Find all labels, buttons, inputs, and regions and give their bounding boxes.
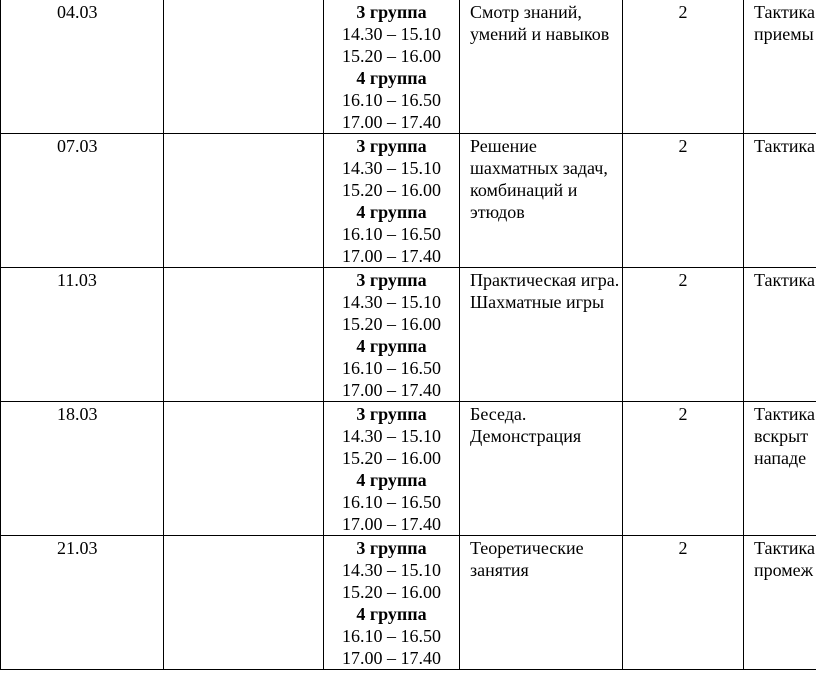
- topic-cell: [460, 134, 623, 268]
- group-label: 4 группа: [356, 604, 427, 624]
- hours-cell: 2: [623, 134, 744, 268]
- hours-cell: 2: [623, 402, 744, 536]
- group-label: 4 группа: [356, 68, 427, 88]
- topic-cell: [460, 402, 623, 536]
- empty-cell: [164, 0, 324, 134]
- empty-cell: [164, 402, 324, 536]
- table-row: [1, 402, 816, 536]
- time-slot: 15.20 – 16.00: [342, 46, 441, 66]
- time-cell: [324, 536, 460, 670]
- time-slot: 15.20 – 16.00: [342, 582, 441, 602]
- topic-line: комбинаций и: [470, 180, 578, 200]
- group-label: 3 группа: [356, 404, 427, 424]
- topic-line: шахматных задач,: [470, 158, 608, 178]
- empty-cell: [164, 536, 324, 670]
- time-slot: 16.10 – 16.50: [342, 492, 441, 512]
- theme-line: Тактика: [754, 136, 816, 156]
- time-cell: [324, 0, 460, 134]
- hours-cell: 2: [623, 268, 744, 402]
- theme-line: Тактика: [754, 538, 816, 558]
- table-row: [1, 268, 816, 402]
- time-slot: 16.10 – 16.50: [342, 90, 441, 110]
- theme-line: нападе: [754, 448, 807, 468]
- theme-line: Тактика: [754, 2, 816, 22]
- time-cell: [324, 402, 460, 536]
- empty-cell: [164, 268, 324, 402]
- time-slot: 14.30 – 15.10: [342, 24, 441, 44]
- theme-cell: [744, 402, 816, 536]
- theme-line: Тактика: [754, 270, 816, 290]
- topic-line: Шахматные игры: [470, 292, 605, 312]
- date-cell: 18.03: [1, 402, 164, 536]
- time-slot: 16.10 – 16.50: [342, 626, 441, 646]
- group-label: 3 группа: [356, 2, 427, 22]
- topic-line: Смотр знаний,: [470, 2, 582, 22]
- topic-line: этюдов: [470, 202, 525, 222]
- group-label: 4 группа: [356, 336, 427, 356]
- topic-line: занятия: [470, 560, 529, 580]
- topic-cell: [460, 536, 623, 670]
- topic-line: Беседа.: [470, 404, 527, 424]
- time-cell: [324, 268, 460, 402]
- hours-cell: 2: [623, 536, 744, 670]
- theme-cell: [744, 134, 816, 268]
- date-cell: 04.03: [1, 0, 164, 134]
- time-slot: 17.00 – 17.40: [342, 514, 441, 534]
- topic-line: Демонстрация: [470, 426, 582, 446]
- time-slot: 15.20 – 16.00: [342, 448, 441, 468]
- time-slot: 14.30 – 15.10: [342, 292, 441, 312]
- time-slot: 17.00 – 17.40: [342, 648, 441, 668]
- group-label: 3 группа: [356, 270, 427, 290]
- schedule-body: [1, 0, 816, 670]
- time-slot: 17.00 – 17.40: [342, 112, 441, 132]
- date-cell: 11.03: [1, 268, 164, 402]
- group-label: 3 группа: [356, 538, 427, 558]
- group-label: 4 группа: [356, 470, 427, 490]
- topic-line: Практическая игра.: [470, 270, 620, 290]
- theme-line: Тактика: [754, 404, 816, 424]
- theme-cell: [744, 0, 816, 134]
- time-slot: 17.00 – 17.40: [342, 380, 441, 400]
- group-label: 4 группа: [356, 202, 427, 222]
- theme-line: приемы: [754, 24, 814, 44]
- theme-cell: [744, 268, 816, 402]
- time-slot: 17.00 – 17.40: [342, 246, 441, 266]
- group-label: 3 группа: [356, 136, 427, 156]
- time-slot: 15.20 – 16.00: [342, 180, 441, 200]
- theme-line: вскрыт: [754, 426, 809, 446]
- time-slot: 15.20 – 16.00: [342, 314, 441, 334]
- time-slot: 14.30 – 15.10: [342, 426, 441, 446]
- time-slot: 16.10 – 16.50: [342, 224, 441, 244]
- topic-line: умений и навыков: [470, 24, 610, 44]
- time-slot: 14.30 – 15.10: [342, 560, 441, 580]
- table-row: [1, 0, 816, 134]
- time-slot: 14.30 – 15.10: [342, 158, 441, 178]
- hours-cell: 2: [623, 0, 744, 134]
- topic-line: Теоретические: [470, 538, 584, 558]
- time-slot: 16.10 – 16.50: [342, 358, 441, 378]
- time-cell: [324, 134, 460, 268]
- topic-cell: [460, 0, 623, 134]
- topic-cell: [460, 268, 623, 402]
- date-cell: 21.03: [1, 536, 164, 670]
- table-row: [1, 536, 816, 670]
- theme-line: промеж: [754, 560, 814, 580]
- date-cell: 07.03: [1, 134, 164, 268]
- topic-line: Решение: [470, 136, 537, 156]
- empty-cell: [164, 134, 324, 268]
- table-row: [1, 134, 816, 268]
- theme-cell: [744, 536, 816, 670]
